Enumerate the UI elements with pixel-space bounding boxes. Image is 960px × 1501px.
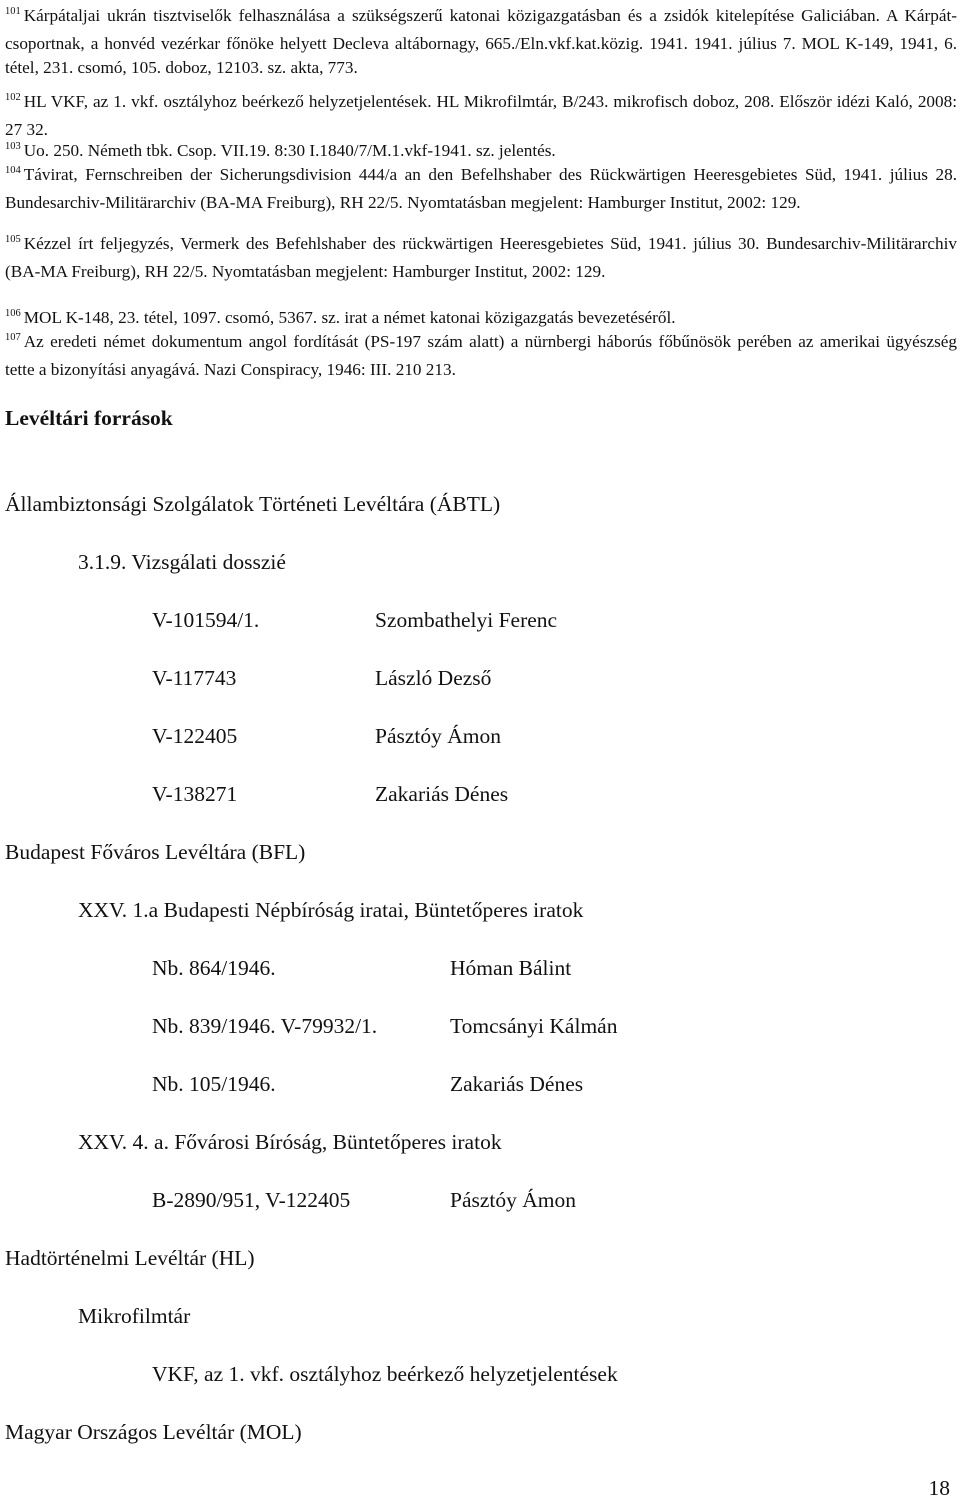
entry-item: VKF, az 1. vkf. osztályhoz beérkező helyzetjelentések: [152, 1362, 618, 1386]
footnote-105: [5, 232, 957, 284]
footnote-number: 106: [5, 308, 21, 319]
entry-name: Szombathelyi Ferenc: [375, 608, 558, 632]
footnote-text: MOL K-148, 23. tétel, 1097. csomó, 5367. sz. irat a német katonai közigazgatás bevezetéséről.: [23, 308, 676, 327]
archive-series: XXV. 4. a. Fővárosi Bíróság, Büntetőperes iratok: [78, 1130, 502, 1154]
footnote-102: [5, 90, 957, 142]
section-title: Levéltári források: [5, 406, 173, 430]
footnote-text: Kézzel írt feljegyzés, Vermerk des Befehlshaber des rückwärtigen Heeresgebietes Süd, 1941. július 30. Bundesarchiv-Militärarchiv (BA-MA Freiburg), RH 22/5. Nyomtatásban megjelent: Hamburger Institut, 2002: 129.: [5, 234, 957, 281]
entry-name: Hóman Bálint: [450, 956, 572, 980]
archive-name-bfl: Budapest Főváros Levéltára (BFL): [5, 840, 306, 864]
entry-ref: Nb. 105/1946.: [152, 1072, 276, 1096]
archive-series: 3.1.9. Vizsgálati dosszié: [78, 550, 286, 574]
footnote-text: Távirat, Fernschreiben der Sicherungsdivision 444/a an den Befelhshaber des Rückwärtigen Heeresgebietes Süd, 1941. július 28. Bundesarchiv-Militärarchiv (BA-MA Freiburg), RH 22/5. Nyomtatásban megjelent: Hamburger Institut, 2002: 129.: [5, 165, 957, 212]
footnote-101: [5, 4, 957, 81]
footnote-number: 102: [5, 92, 21, 103]
entry-name: Zakariás Dénes: [375, 782, 509, 806]
page-number: 18: [928, 1476, 950, 1500]
entry-ref: V-117743: [152, 666, 237, 690]
footnote-number: 104: [5, 165, 21, 176]
entry-ref: B-2890/951, V-122405: [152, 1188, 351, 1212]
entry-name: László Dezső: [375, 666, 492, 690]
archive-name-abtl: Állambiztonsági Szolgálatok Történeti Levéltára (ÁBTL): [5, 492, 501, 516]
footnote-104: [5, 163, 957, 215]
footnote-number: 107: [5, 332, 21, 343]
entry-name: Zakariás Dénes: [450, 1072, 584, 1096]
footnote-text: Kárpátaljai ukrán tisztviselők felhasználása a szükségszerű katonai közigazgatásban és a zsidók kitelepítése Galiciában. A Kárpát-csoportnak, a honvéd vezérkar főnöke helyett Decleva altábornagy, 665./Eln.vkf.kat.közig. 1941. 1941. július 7. MOL K-149, 1941, 6. tétel, 231. csomó, 105. doboz, 12103. sz. akta, 773.: [5, 6, 957, 77]
entry-name: Tomcsányi Kálmán: [450, 1014, 618, 1038]
footnote-number: 101: [5, 6, 21, 17]
entry-name: Pásztóy Ámon: [375, 724, 502, 748]
footnote-107: [5, 330, 957, 382]
archive-name-mol: Magyar Országos Levéltár (MOL): [5, 1420, 302, 1444]
entry-name: Pásztóy Ámon: [450, 1188, 577, 1212]
archive-series: XXV. 1.a Budapesti Népbíróság iratai, Büntetőperes iratok: [78, 898, 584, 922]
footnote-number: 103: [5, 141, 21, 152]
entry-ref: Nb. 839/1946. V-79932/1.: [152, 1014, 378, 1038]
entry-ref: Nb. 864/1946.: [152, 956, 276, 980]
footnote-number: 105: [5, 234, 21, 245]
footnote-text: HL VKF, az 1. vkf. osztályhoz beérkező helyzetjelentések. HL Mikrofilmtár, B/243. mikrofisch doboz, 208. Először idézi Kaló, 2008: 27 32.: [5, 92, 957, 139]
archive-series: Mikrofilmtár: [78, 1304, 191, 1328]
archive-name-hl: Hadtörténelmi Levéltár (HL): [5, 1246, 255, 1270]
entry-ref: V-138271: [152, 782, 238, 806]
footnote-text: Az eredeti német dokumentum angol fordítását (PS-197 szám alatt) a nürnbergi háborús főbűnösök perében az amerikai ügyészség tette a bizonyítási anyagává. Nazi Conspiracy, 1946: III. 210 213.: [5, 332, 957, 379]
entry-ref: V-101594/1.: [152, 608, 260, 632]
entry-ref: V-122405: [152, 724, 238, 748]
footnote-text: Uo. 250. Németh tbk. Csop. VII.19. 8:30 I.1840/7/M.1.vkf-1941. sz. jelentés.: [23, 141, 556, 160]
